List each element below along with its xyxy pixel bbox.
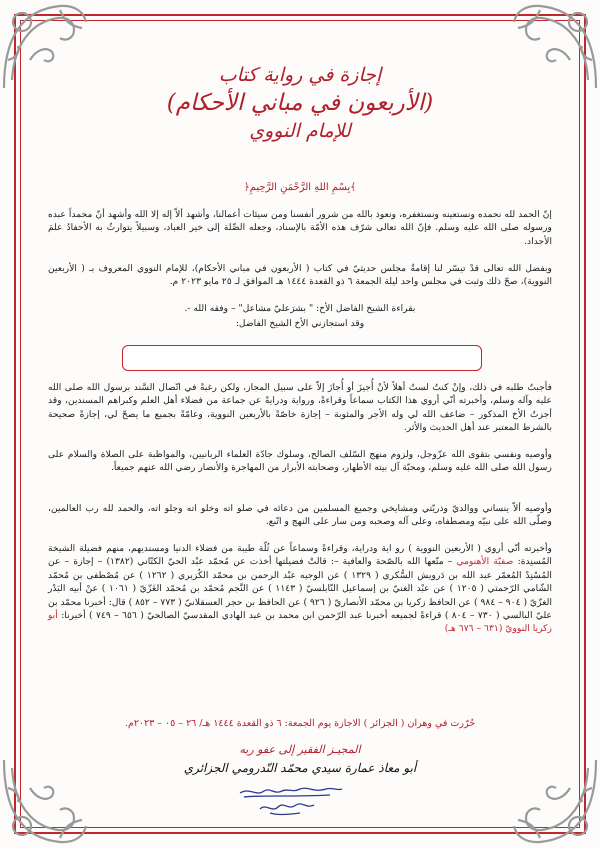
grant-paragraph: فأجبتُ طلبه في ذلك، وإنْ كنتُ لستُ أهلاً لأنْ أُجيزَ أو أُجازَ إلاّ على سبيل المجاز، ولكن رغبةً في اتّصال السَّند برسول الله صلى الله عليه وآله وسلم، وأخبرته أنّي أروي هذا الكتاب سماعاً وقراءةً، ورواية ودرايةً عن جماعة من فضلاء أهل العلم وكبراهم المسندين، وقد أجزتُ الأخ المذكور – ضاعف الله لي وله الأجر والمثوبة – إجازة خاصّةً بالأربعين النووية، وعامّةً بجميع ما يصحّ لي، إجازةً صحيحة بالشرط المعتبر عند أهل الحديث والأثر. <box>48 382 552 434</box>
session-paragraph: وبفضل الله تعالى قدْ تيسّر لنا إقامةُ مجلس حديثيّ في كتاب ( الأربعون في مباني الأحكام)، للإمام النووي المعروف بـ ( الأربعين النووية)، صحّ ذلك وثبت في مجلس واحد ليلة الجمعة ٦ ذو القعدة ١٤٤٤ هـ الموافق لـ ٢٥ مايو ٢٠٢٣ م. <box>48 263 552 288</box>
chain-highlight-name: صفيّة الأهنومي <box>456 556 514 568</box>
title-line-2: (الأربعون في مباني الأحكام) <box>166 90 434 116</box>
dua-paragraph: وأوصيه ألاّ ينساني ووالديّ وذريّتي ومشايخي وجميع المسلمين من دعائه في صلو اته وخلو اته وجلو اته، والحمد لله رب العالمين، وصلّى الله على نبيّه ومصطفاه، وعلى آله وصحبه ومن سار على النهج و اتّبع. <box>48 503 552 528</box>
licensee-name-box <box>122 345 482 371</box>
basmala: ﴿بِسْمِ اللهِ الرَّحْمَنِ الرَّحِيمِ﴾ <box>243 182 357 193</box>
signature-icon <box>230 779 350 819</box>
document-title <box>0 62 600 144</box>
chain-start: وأخبرته أنّي أروي ( الأربعين النووية ) رو اية ودراية، وقراءةً وسماعاً عن ثُلّة طيبة من فضلاء الدنيا ومسنديهم، منهم فضيلة الشيخة المُسنِدة: <box>48 543 552 568</box>
corner-ornament-icon <box>0 756 92 848</box>
chain-middle: – متّعها الله بالصّحة والعافية –: قالتْ فضيلتها أخذت عن مُحمّد عبْد الحيّ الكتّاني (١٣٨٢) – إجازة – عن المُسْنِدْ المُعمّر عبد الله بن دَرويش السُّكري ( ١٣٢٩ ) عن الوجيه عبْد الرحمن بن محمّد الكُزبري ( ١٢٦٢ ) عن مُصْطفى بن مُحمّد الشّامي الرّحمتي ( ١٢٠٥ ) عن عبْد الغنيّ بن إسماعيل النّابلسيّ ( ١١٤٣ ) عن النَّجم مُحمّد بن مُحمّد الغَزّيّ ( ١٠٦١ ) عنْ أبيه البَدْر الغزّيّ ( ٩٠٤ – ٩٨٤ ) عن الحافظ زكريا بن محمّد الأنصاريّ ( ٩٢٦ ) عن الحافظ بن حجر العسقلانيّ ( ٧٧٣ – ٨٥٢ ) قال: أخبرنا محمّد بن عليّ البالسي ( ٧٣٠ – ٨٠٤ ) قراءةً لجميعه أخبرنا عبد الرّحمن ابن محمد بن عبد الهادي المقدسيّ الصالحيّ ( ٦٥٦ – ٧٤٩ ) أخبرنا: <box>48 556 553 622</box>
title-line-3: للإمام النووي <box>249 120 351 142</box>
request-line: وقد استجازني الأخ الشيخ الفاضل: <box>235 318 365 329</box>
signer-title: المجيـز الفقير إلى عفو ربه <box>239 743 361 756</box>
title-line-1: إجازة في رواية كتاب <box>218 64 382 86</box>
reader-line: بقراءة الشيخ الفاضل الأخ: " بشرَعليّ مشاعل" – وفقه الله -. <box>184 303 416 314</box>
signer-name: أبو معاذ عمارة سيدي محمّد النّدرومي الجزائري <box>183 761 417 775</box>
intro-paragraph: إنّ الحمد لله نحمده ونستعينه ونستغفره، ونعوذ بالله من شرور أنفسنا ومن سيئات أعمالنا، وأشهد ألاّ إله إلا الله وأشهد أنّ محمداً عبده ورسوله صلى الله عليه وسلم. فإنّ الله تعالى شرّف هذه الأمّة بالإسناد، وجعله الصِّلة إلى خير العباد، وسبيلاً يتوارثُ به الأحفادُ علمَ الأجداد. <box>48 209 552 247</box>
date-line: حُرّرت في وهران ( الجزائر ) الاجازة يوم الجمعة: ٦ ذو القعدة ١٤٤٤ هـ/ ٢٦ – ٠٥ – ٢٠٢٣م. <box>124 718 476 729</box>
advice-paragraph: وأوصيه ونفسي بتقوى الله عزّوجل، ولزوم منهج السّلف الصالح، وسلوك جادّة العلماء الربانيين، والمواظبة على الصلاة والسلام على رسول الله صلى الله عليه وسلم، ومحبّة آل بيته الأطهار، وصحابته الأبرار من المهاجرة والأنصار رضي الله عنهم جميعاً. <box>48 449 552 474</box>
chain-end-name: أبو زكريا النوويّ (٦٣١ – ٦٧٦ هـ) <box>48 610 552 635</box>
chain-paragraph <box>48 542 552 636</box>
corner-ornament-icon <box>508 756 600 848</box>
signer-block <box>150 741 450 777</box>
